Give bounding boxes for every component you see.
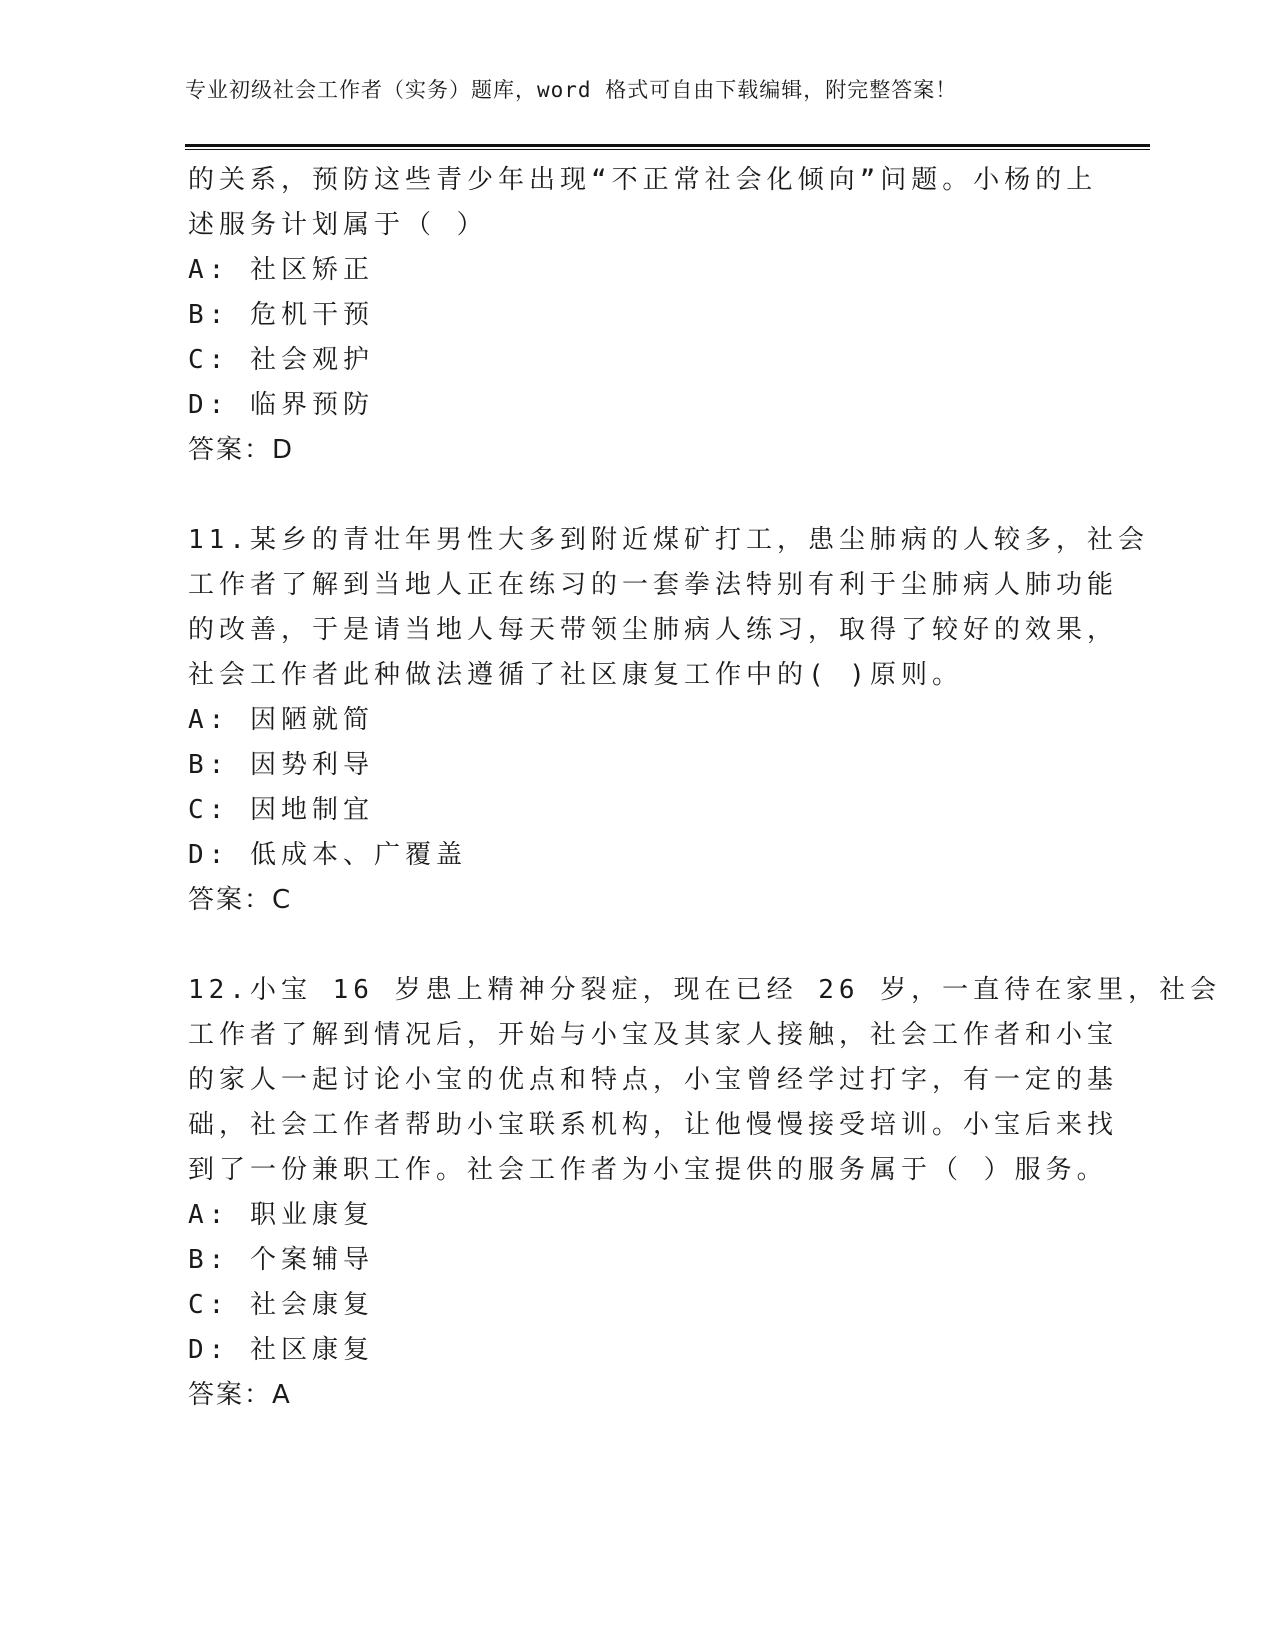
option-a: A: 职业康复 [188,1200,374,1230]
question-stem-line: 础，社会工作者帮助小宝联系机构，让他慢慢接受培训。小宝后来找 [188,1110,1119,1140]
option-c: C: 社会康复 [188,1290,374,1320]
option-c: C: 因地制宜 [188,795,374,825]
option-d: D: 社区康复 [188,1335,374,1365]
question-stem-line: 社会工作者此种做法遵循了社区康复工作中的( )原则。 [188,660,963,690]
option-b: B: 危机干预 [188,300,374,330]
question-stem-line: 的改善，于是请当地人每天带领尘肺病人练习，取得了较好的效果， [188,615,1119,645]
option-a: A: 社区矫正 [188,255,374,285]
question-stem-line: 工作者了解到情况后，开始与小宝及其家人接触，社会工作者和小宝 [188,1020,1119,1050]
question-11 [188,518,1149,923]
option-b: B: 个案辅导 [188,1245,374,1275]
question-stem-line: 12.小宝 16 岁患上精神分裂症，现在已经 26 岁，一直待在家里，社会 [188,975,1222,1005]
option-b: B: 因势利导 [188,750,374,780]
question-stem-line: 工作者了解到当地人正在练习的一套拳法特别有利于尘肺病人肺功能 [188,570,1119,600]
answer: 答案：C [188,885,293,915]
option-d: D: 低成本、广覆盖 [188,840,467,870]
spacer [188,473,1088,518]
question-10 [188,158,1098,473]
question-stem-line: 11.某乡的青壮年男性大多到附近煤矿打工，患尘肺病的人较多，社会 [188,525,1149,555]
page-header: 专业初级社会工作者（实务）题库，word 格式可自由下载编辑，附完整答案！ [185,78,958,102]
question-stem-line: 到了一份兼职工作。社会工作者为小宝提供的服务属于（ ）服务。 [188,1155,1108,1185]
spacer [188,923,1088,968]
option-c: C: 社会观护 [188,345,374,375]
option-d: D: 临界预防 [188,390,374,420]
header-rule-thick [185,144,1150,147]
question-stem-line: 述服务计划属于（ ） [188,210,488,240]
header-rule-thin [185,149,1150,150]
answer: 答案：D [188,435,295,465]
question-stem-line: 的关系，预防这些青少年出现“不正常社会化倾向”问题。小杨的上 [188,165,1098,195]
option-a: A: 因陋就简 [188,705,374,735]
question-stem-line: 的家人一起讨论小宝的优点和特点，小宝曾经学过打字，有一定的基 [188,1065,1119,1095]
answer: 答案：A [188,1380,292,1410]
question-12 [188,968,1222,1418]
question-content [188,158,1222,1418]
